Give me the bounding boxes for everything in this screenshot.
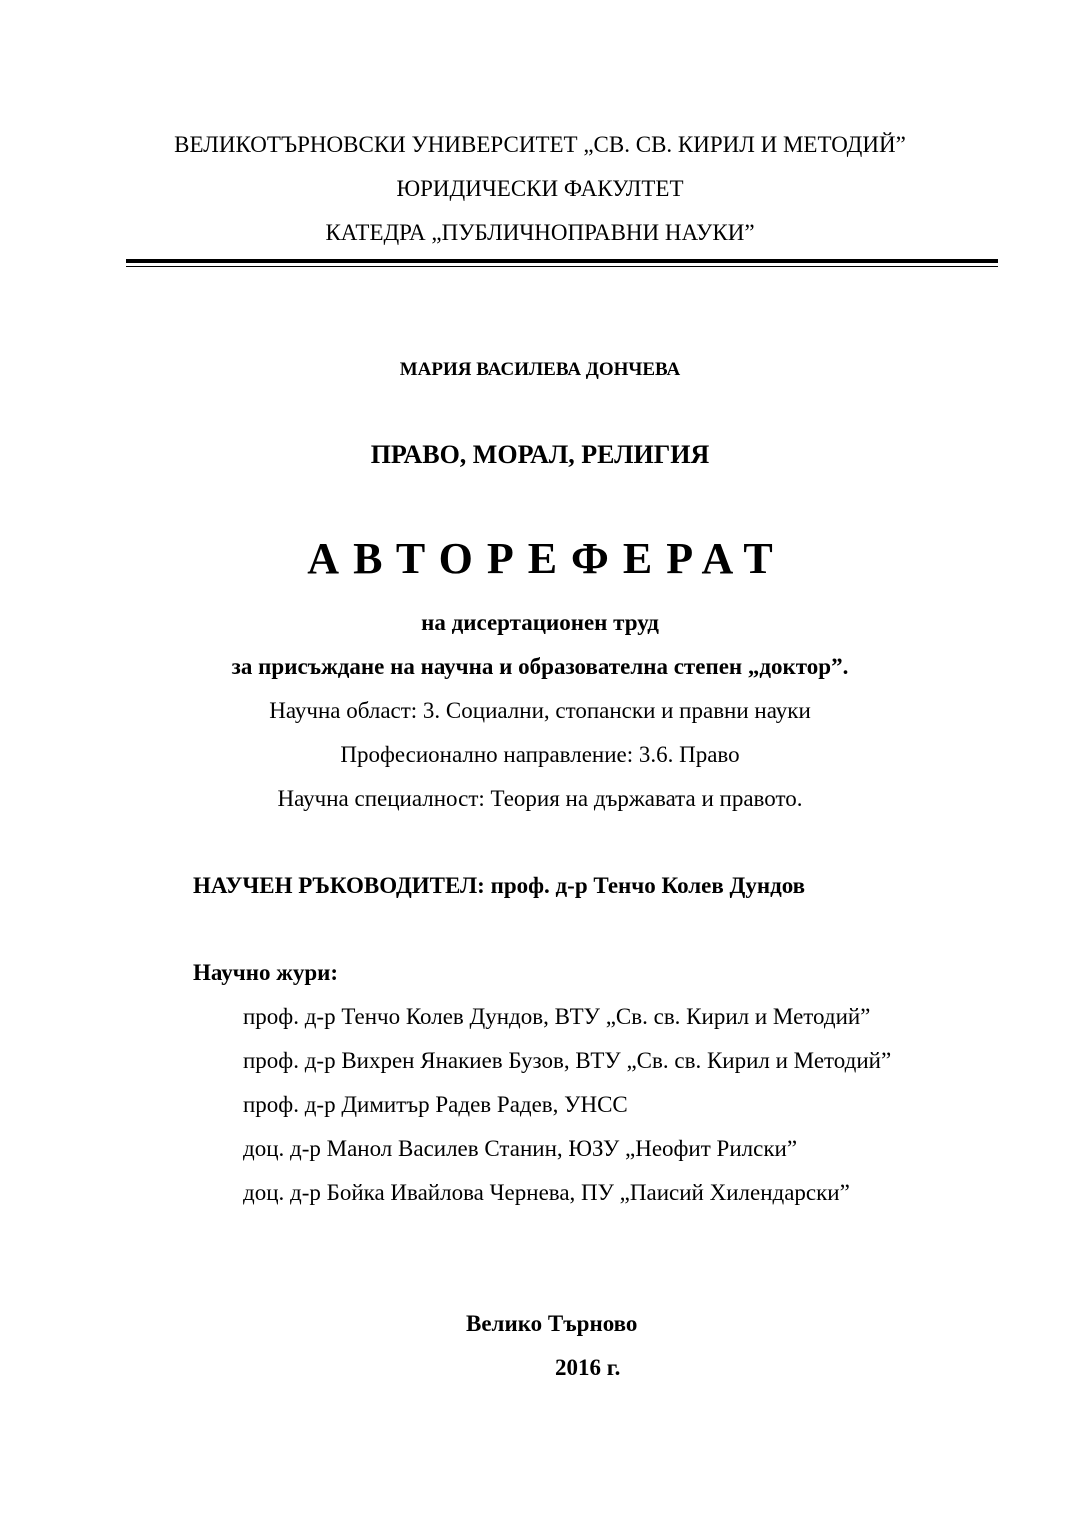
jury-member: доц. д-р Манол Василев Станин, ЮЗУ „Неофит Рилски”	[243, 1136, 798, 1161]
university-name: ВЕЛИКОТЪРНОВСКИ УНИВЕРСИТЕТ „СВ. СВ. КИРИЛ И МЕТОДИЙ”	[174, 132, 906, 157]
dissertation-title: ПРАВО, МОРАЛ, РЕЛИГИЯ	[370, 440, 710, 469]
jury-member: проф. д-р Вихрен Янакиев Бузов, ВТУ „Св. св. Кирил и Методий”	[243, 1048, 892, 1073]
professional-direction: Професионално направление: 3.6. Право	[340, 742, 740, 767]
jury-label: Научно жури:	[193, 960, 339, 985]
scientific-specialty: Научна специалност: Теория на държавата и правото.	[277, 786, 803, 811]
jury-member: проф. д-р Тенчо Колев Дундов, ВТУ „Св. св. Кирил и Методий”	[243, 1004, 871, 1029]
jury-member: проф. д-р Димитър Радев Радев, УНСС	[243, 1092, 628, 1117]
department-name: КАТЕДРА „ПУБЛИЧНОПРАВНИ НАУКИ”	[325, 220, 755, 245]
header-divider-thin	[126, 266, 998, 267]
description-line-2: за присъждане на научна и образователна степен „доктор”.	[231, 654, 849, 679]
supervisor	[193, 874, 805, 897]
author-name: МАРИЯ ВАСИЛЕВА ДОНЧЕВА	[399, 359, 681, 380]
supervisor-name: проф. д-р Тенчо Колев Дундов	[490, 873, 806, 898]
footer-year: 2016 г.	[555, 1355, 621, 1380]
faculty-name: ЮРИДИЧЕСКИ ФАКУЛТЕТ	[396, 176, 684, 201]
document-type-title: АВТОРЕФЕРАТ	[307, 534, 787, 583]
scientific-field: Научна област: 3. Социални, стопански и правни науки	[269, 698, 811, 723]
description-line-1: на дисертационен труд	[421, 610, 659, 635]
supervisor-label: НАУЧЕН РЪКОВОДИТЕЛ:	[193, 873, 485, 898]
header-divider-thick	[126, 259, 998, 263]
jury-member: доц. д-р Бойка Ивайлова Чернева, ПУ „Паисий Хилендарски”	[243, 1180, 850, 1205]
footer-city: Велико Търново	[466, 1311, 638, 1336]
